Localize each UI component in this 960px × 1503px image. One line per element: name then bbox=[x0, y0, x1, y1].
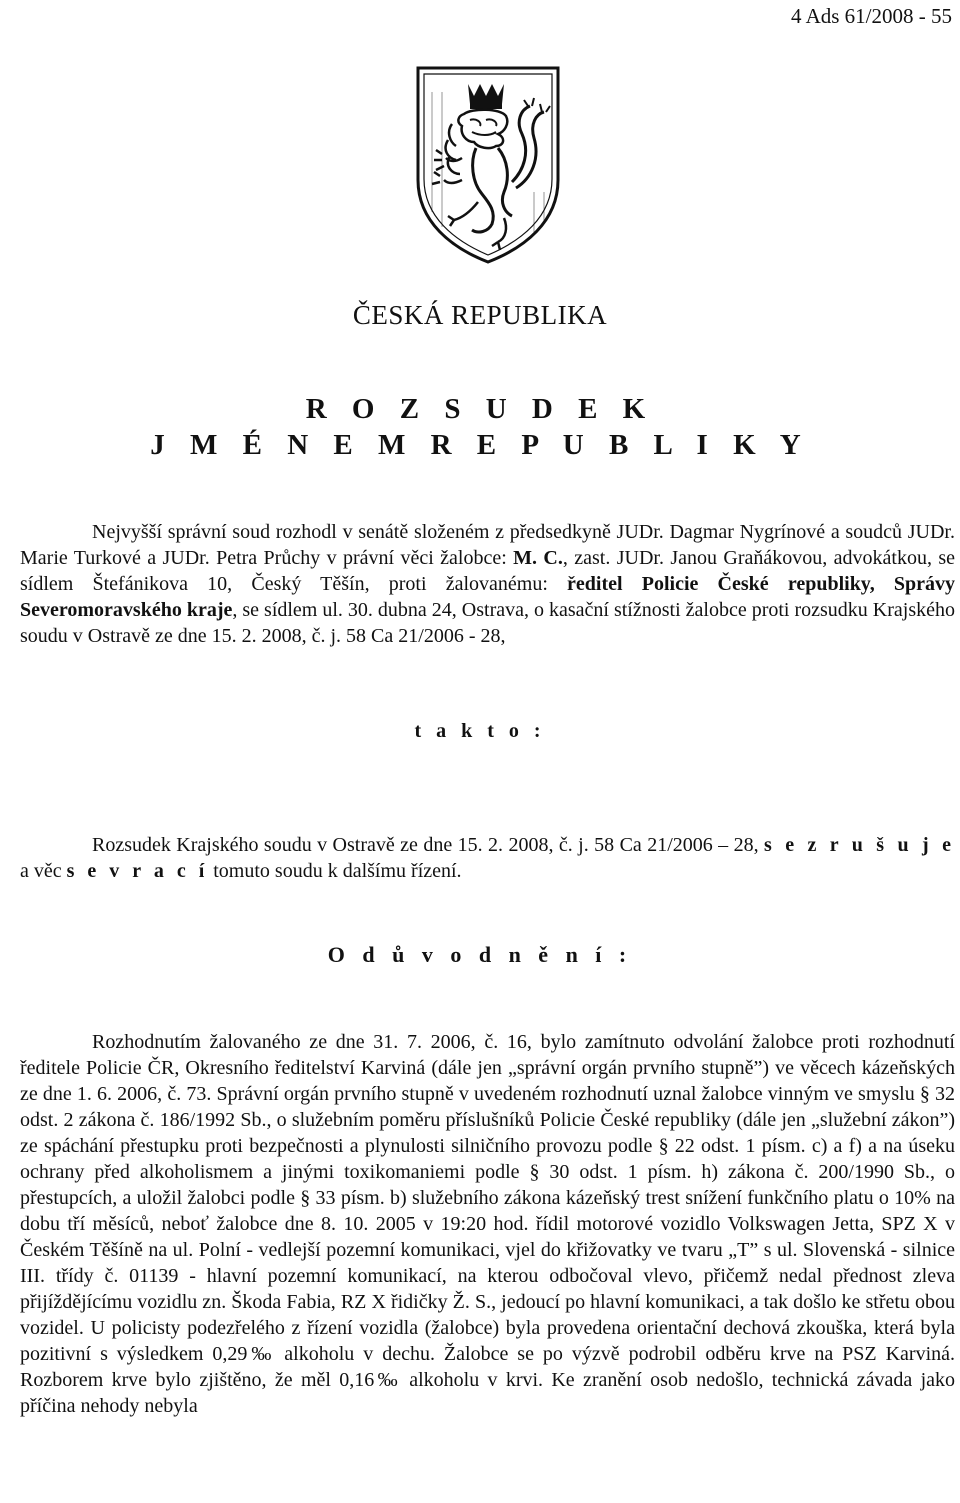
verdict-text-1: Rozsudek Krajského soudu v Ostravě ze dne 15. 2. 2008, č. j. 58 Ca 21/2006 – 28, bbox=[92, 834, 765, 856]
return-phrase: s e v r a c í bbox=[66, 860, 209, 882]
czech-coat-of-arms-icon bbox=[412, 62, 564, 266]
verdict-text-3: tomuto soudu k dalšímu řízení. bbox=[208, 860, 462, 882]
defendant-name: ředitel Policie České republiky, Správy Severomoravského kraje bbox=[20, 573, 955, 621]
intro-text-2: , zast. JUDr. Janou Graňákovou, advokátkou, se sídlem Štefánikova 10, Český Těšín, proti žalovanému: bbox=[20, 547, 956, 595]
takto-heading: t a k t o : bbox=[414, 720, 546, 742]
country-name: ČESKÁ REPUBLIKA bbox=[352, 300, 608, 330]
annul-phrase: s e z r u š u j e bbox=[764, 834, 955, 856]
intro-text-3: , se sídlem ul. 30. dubna 24, Ostrava, o kasační stížnosti žalobce proti rozsudku Krajského soudu v Ostravě ze dne 15. 2. 2008, č. j. 58 Ca 21/2006 - 28, bbox=[20, 599, 955, 647]
document-subtitle: J M É N E M R E P U B L I K Y bbox=[150, 429, 810, 461]
plaintiff-name: M. C. bbox=[513, 547, 563, 569]
intro-text-1: Nejvyšší správní soud rozhodl v senátě složeném z předsedkyně JUDr. Dagmar Nygrínové a soudců JUDr. Marie Turkové a JUDr. Petra Průchy v právní věci žalobce: bbox=[20, 521, 955, 569]
case-number: 4 Ads 61/2008 - 55 bbox=[790, 4, 952, 28]
document-title: R O Z S U D E K bbox=[305, 393, 655, 425]
verdict-paragraph bbox=[20, 832, 955, 884]
intro-paragraph bbox=[20, 519, 955, 649]
reasoning-heading: O d ů v o d n ě n í : bbox=[327, 942, 633, 967]
verdict-text-2: a věc bbox=[20, 860, 67, 882]
reasoning-paragraph: Rozhodnutím žalovaného ze dne 31. 7. 2006, č. 16, bylo zamítnuto odvolání žalobce proti rozhodnutí ředitele Policie ČR, Okresního ředitelství Karviná (dále jen „správní orgán prvního stupně”) ve věcech kázeňských ze dne 1. 6. 2006, č. 73. Správní orgán prvního stupně v uvedeném rozhodnutí uznal žalobce vinným ve smyslu § 32 odst. 2 zákona č. 186/1992 Sb., o služebním poměru příslušníků Policie České republiky (dále jen „služební zákon”) ze spáchání přestupku proti bezpečnosti a plynulosti silničního provozu podle § 22 odst. 1 písm. c) a f) a na úseku ochrany před alkoholismem a jinými toxikomaniemi podle § 30 odst. 1 písm. h) zákona č. 200/1990 Sb., o přestupcích, a uložil žalobci podle § 33 písm. b) služebního zákona kázeňský trest snížení funkčního platu o 10% na dobu tří měsíců, neboť žalobce dne 8. 10. 2005 v 19:20 hod. řídil motorové vozidlo Volkswagen Jetta, SPZ X v Českém Těšíně na ul. Polní - vedlejší pozemní komunikaci, vjel do křižovatky ve tvaru „T” s ul. Slovenská - silnice III. třídy č. 01139 - hlavní pozemní komunikací, na kterou odbočoval vlevo, přičemž nedal přednost zleva přijíždějícímu vozidlu zn. Škoda Fabia, RZ X řidičky Ž. S., jedoucí po hlavní komunikaci, a tak došlo ke střetu obou vozidel. U policisty podezřelého z řízení vozidla (žalobce) byla provedena orientační dechová zkouška, která byla pozitivní s výsledkem 0,29‰ alkoholu v dechu. Žalobce se po výzvě podrobil odběru krve na PSZ Karviná. Rozborem krve bylo zjištěno, že měl 0,16‰ alkoholu v krvi. Ke zranění osob nedošlo, technická závada jako příčina nehody nebyla bbox=[20, 1031, 955, 1417]
